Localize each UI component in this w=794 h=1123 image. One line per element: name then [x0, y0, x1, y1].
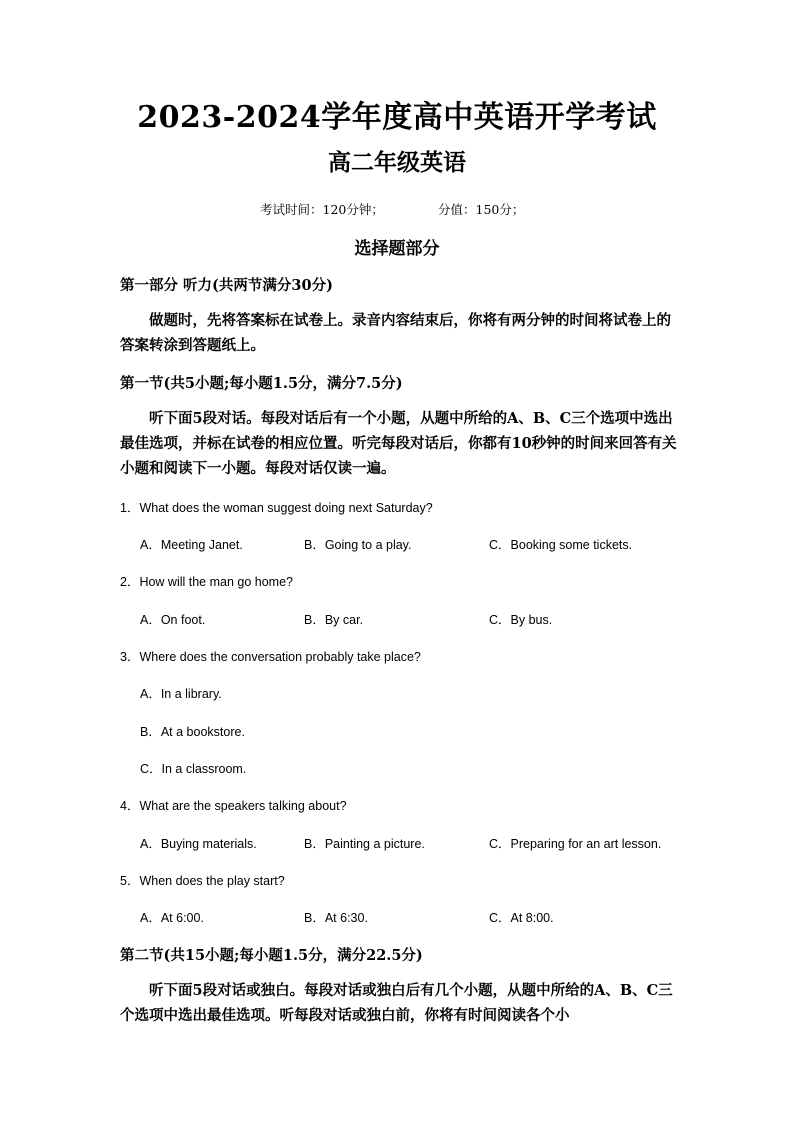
q2-option-c: C．By bus. [489, 613, 553, 627]
q3-option-c: C．In a classroom. [140, 762, 247, 776]
section1-instructions: 做题时，先将答案标在试卷上。录音内容结束后，你将有两分钟的时间将试卷上的答案转涂到答题纸上。 [120, 312, 671, 354]
section1-heading: 第一部分 听力(共两节满分30分) [120, 277, 333, 294]
question-3: 3．Where does the conversation probably take place? [120, 650, 421, 664]
q4-option-b: B．Painting a picture. [304, 837, 425, 851]
q3-option-a: A．In a library. [140, 687, 222, 701]
q4-option-a: A．Buying materials. [140, 837, 257, 851]
q2-option-b: B．By car. [304, 613, 364, 627]
q4-option-c: C．Preparing for an art lesson. [489, 837, 662, 851]
question-1: 1．What does the woman suggest doing next Saturday? [120, 501, 433, 515]
q5-option-c: C．At 8:00. [489, 911, 554, 925]
question-4: 4．What are the speakers talking about? [120, 799, 347, 813]
section1-1-instructions: 听下面5段对话。每段对话后有一个小题，从题中所给的A、B、C三个选项中选出最佳选项，并标在试卷的相应位置。听完每段对话后，你都有10秒钟的时间来回答有关小题和阅读下一小题。每段对话仅读一遍。 [120, 410, 677, 477]
q1-option-b: B．Going to a play. [304, 538, 412, 552]
q3-option-b: B．At a bookstore. [140, 725, 245, 739]
question-2: 2．How will the man go home? [120, 575, 293, 589]
exam-score: 分值：150分； [438, 202, 525, 217]
q1-option-c: C．Booking some tickets. [489, 538, 633, 552]
section1-2-heading: 第二节(共15小题;每小题1.5分，满分22.5分) [120, 947, 423, 964]
q5-option-b: B．At 6:30. [304, 911, 368, 925]
section1-1-heading: 第一节(共5小题;每小题1.5分，满分7.5分) [120, 375, 403, 392]
question-5: 5．When does the play start? [120, 874, 285, 888]
section1-2-instructions: 听下面5段对话或独白。每段对话或独白后有几个小题，从题中所给的A、B、C三个选项中选出最佳选项。听每段对话或独白前，你将有时间阅读各个小 [120, 982, 673, 1024]
q2-option-a: A．On foot. [140, 613, 206, 627]
part-title: 选择题部分 [354, 239, 440, 259]
q1-option-a: A．Meeting Janet. [140, 538, 243, 552]
exam-subtitle: 高二年级英语 [328, 149, 466, 176]
exam-time: 考试时间：120分钟； [260, 202, 384, 217]
exam-title: 2023-2024学年度高中英语开学考试 [137, 100, 657, 135]
q5-option-a: A．At 6:00. [140, 911, 204, 925]
